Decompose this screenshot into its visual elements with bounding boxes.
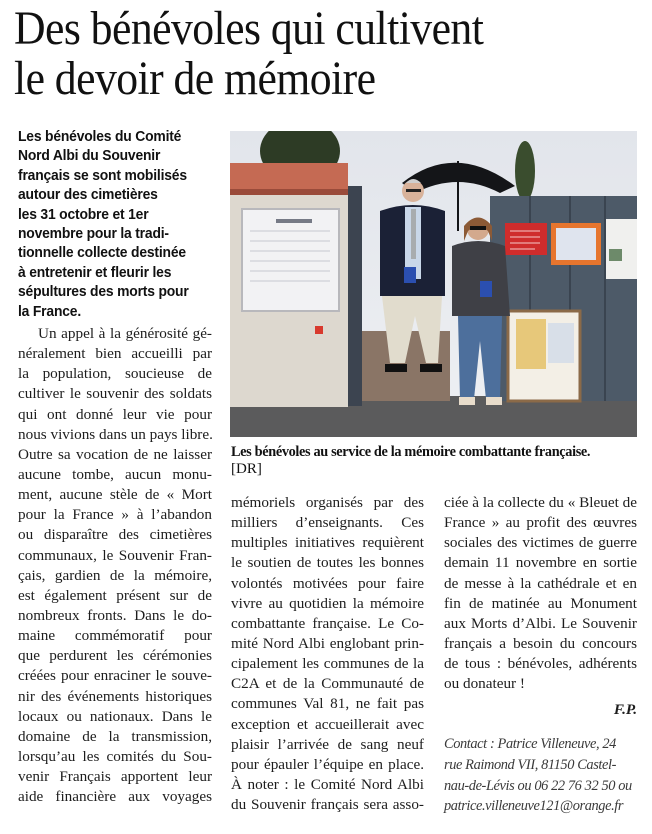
text-line: multiples initiatives requièrent [231,534,424,552]
contact-line: Contact : Patrice Villeneuve, 24 [444,736,616,753]
text-line: Un appel à la générosité gé- [38,325,212,342]
body-column-1 [18,324,212,807]
text-line: ou donateur ! [444,675,525,693]
lede-line: novembre pour la tradi- [18,225,169,243]
text-line: Outre sa vocation de ne laisser [18,445,212,463]
text-line: venir Français apportent leur [18,768,212,786]
text-line: combattante française. Le Co- [231,614,424,632]
text-line: français a besoin du concours [444,634,637,652]
text-line: aux Morts d’Albi. Le Souvenir [444,614,637,632]
text-line: pour la France » à l’abandon [18,506,212,524]
contact-info [444,734,637,816]
text-line: domaine de la transmission, [18,727,212,745]
text-line: mité Nord Albi englobant prin- [231,634,424,652]
lede-line: français se sont mobilisés [18,166,187,184]
text-line: volontés motivées pour faire [231,574,424,592]
text-line: fin de matinée au Monument [444,594,637,612]
text-line: pour épauler l’équipe en place. [231,755,424,773]
lede-line: sépultures des morts pour [18,283,189,301]
headline [14,4,594,104]
text-line: la population, soucieuse de [18,365,212,383]
text-line: exception et accueillerait avec [231,715,424,733]
text-line: locaux ou nationaux. Dans le [18,707,212,725]
lede-line: Les bénévoles du Comité [18,128,182,145]
text-line: communaux, le Souvenir Fran- [18,546,212,564]
text-line: sociales des victimes de guerre [444,534,637,552]
text-line: çais, gardien de la mémoire, [18,566,212,584]
text-line: de tous : bénévoles, adhérents [444,655,637,673]
contact-line: patrice.villeneuve121@orange.fr [444,798,624,815]
text-line: France » au profit des œuvres [444,514,637,532]
lede-line: les 31 octobre et 1er [18,205,149,223]
text-line: nous vivions dans un pays libre. [18,425,213,443]
text-line: que perdurent les cérémonies [18,647,212,665]
text-line: milliers d’enseignants. Ces [231,514,424,532]
text-line: le soutien de toutes les bonnes [231,554,424,572]
text-line: lorsqu’au les comités du Sou- [18,747,212,765]
text-line: ciée à la collecte du « Bleuet de [444,494,637,511]
text-line: maine commémoratif pour [18,627,212,645]
lede-line: la France. [18,302,82,320]
text-line: nombreux fronts. Dans le do- [18,606,212,624]
headline-line: Des bénévoles qui cultivent [14,3,484,55]
text-line: À noter : le Comité Nord Albi [231,775,424,793]
text-line: cipalement les communes de la [231,655,424,673]
text-line: vivre au quotidien la mémoire [231,594,424,612]
text-line: est également présent sur de [18,586,212,604]
text-line: aucune tombe, aucun monu- [18,465,212,483]
text-line: nir des événements historiques [18,687,212,705]
lede-line: tionnelle collecte destinée [18,244,186,262]
photo-volunteers-at-cemetery-gate [230,131,637,437]
headline-line: le devoir de mémoire [14,53,376,105]
lede-line: Nord Albi du Souvenir [18,147,161,165]
contact-line: nau-de-Lévis ou 06 22 76 32 50 ou [444,777,632,794]
text-line: aide financière aux voyages [18,788,212,806]
photo-caption [231,444,641,478]
text-line: de messe à la cathédrale et en [444,574,637,592]
body-column-2 [231,493,424,815]
caption-text: Les bénévoles au service de la mémoire combattante française. [231,444,591,460]
lede-line: autour des cimetières [18,186,158,204]
contact-line: rue Raimond VII, 81150 Castel- [444,757,616,773]
text-line: ou disparaître des cimetières [18,526,212,544]
text-line: qui ont donné leur vie pour [18,405,212,423]
author-signature: F.P. [613,701,637,719]
lede-line: à entretenir et fleurir les [18,263,172,281]
text-line: créées pour enraciner le souve- [18,667,212,685]
text-line: ment, aucune stèle de « Mort [18,486,212,504]
article-photo [230,131,637,437]
photo-credit: [DR] [231,461,262,477]
text-line: néralement bien accueilli par [18,345,212,363]
text-line: du Souvenir français sera asso- [231,796,424,814]
text-line: cultiver le souvenir des soldats [18,385,212,403]
text-line: plaisir l’arrivée de sang neuf [231,735,424,753]
text-line: mémoriels organisés par des [231,494,424,511]
body-column-3 [444,493,637,817]
lede-paragraph [18,127,223,321]
text-line: communes Val 81, ne fait pas [231,695,424,713]
text-line: demain 11 novembre en sortie [444,554,637,572]
text-line: C2A et de la Communauté de [231,675,424,693]
